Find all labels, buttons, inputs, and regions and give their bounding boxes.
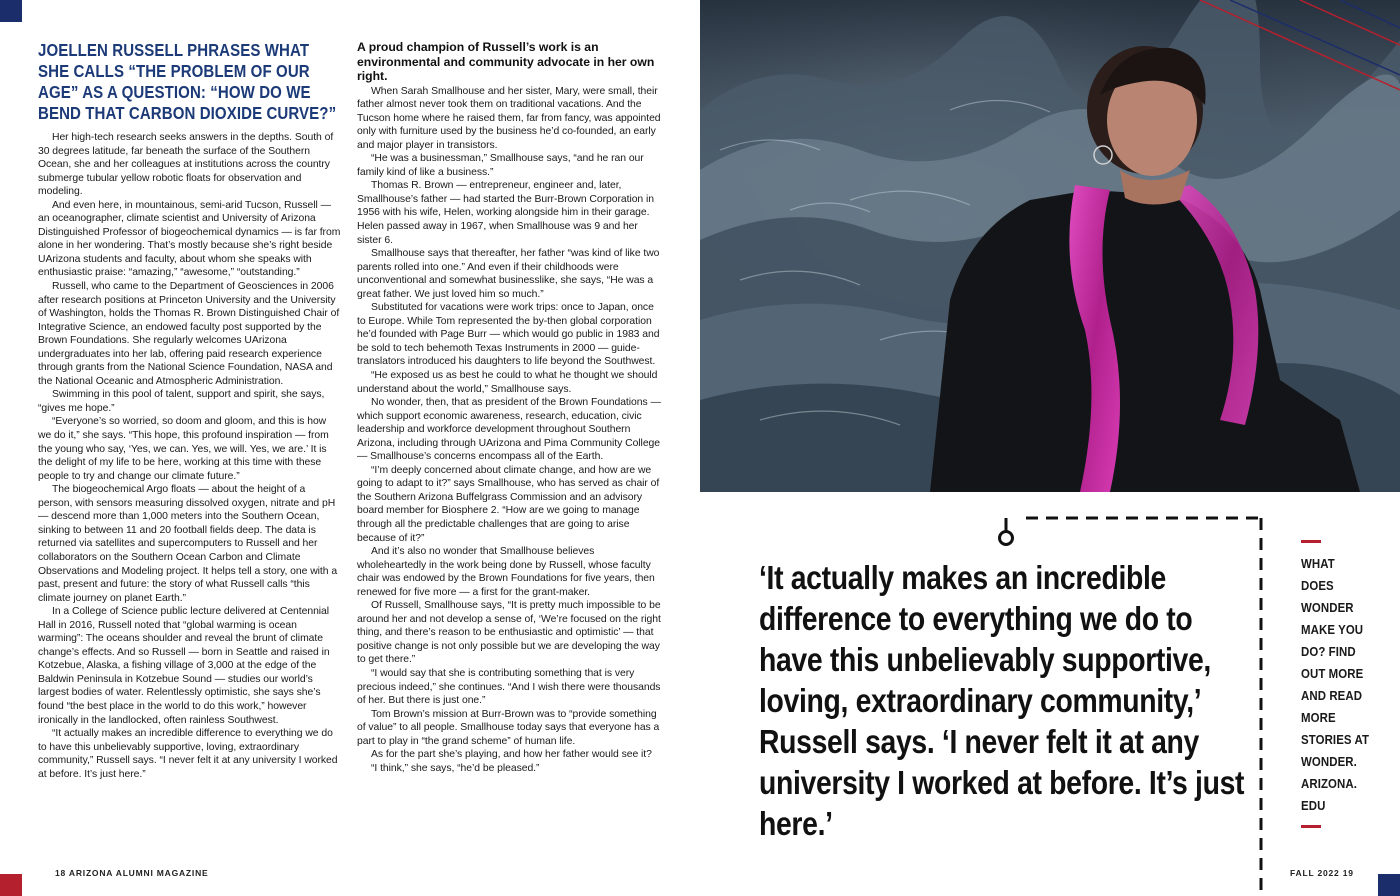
col2-paragraph: As for the part she’s playing, and how her father would see it? [371, 749, 652, 761]
sidebar-line: ARIZONA. [1301, 776, 1358, 791]
column-1-body [38, 131, 342, 781]
sidebar-line: DO? FIND [1301, 644, 1356, 659]
ocean-portrait-illustration [700, 0, 1400, 492]
sidebar-line: DOES [1301, 578, 1334, 593]
col2-paragraph: No wonder, then, that as president of the Brown Foundations — which support economic awareness, research, education, civic leadership and workforce development throughout Southern Arizona, including through UArizona and Pima Community College — Smallhouse’s concerns encompass all of the Earth. [357, 397, 661, 463]
col2-paragraph: “He exposed us as best he could to what he thought we should understand about the world,” Smallhouse says. [357, 369, 658, 395]
sidebar-line: AND READ [1301, 688, 1363, 703]
col2-paragraph: “I would say that she is contributing something that is very precious indeed,” she continues. “And I wish there were thousands of her. But there is just one.” [357, 668, 661, 707]
left-folio: 18 ARIZONA ALUMNI MAGAZINE [55, 868, 209, 878]
sidebar-line: WHAT [1301, 556, 1335, 571]
sidebar-line: EDU [1301, 798, 1326, 813]
col1-paragraph: Swimming in this pool of talent, support and spirit, she says, “gives me hope.” [38, 389, 325, 414]
section-lead: A proud champion of Russell’s work is an environmental and community advocate in her own right. [357, 40, 655, 83]
column-2-body [357, 85, 662, 776]
sidebar-bottom-bar [1301, 825, 1321, 828]
col2-paragraph: Tom Brown’s mission at Burr-Brown was to “provide something of value” to all people. Smallhouse today says that everyone has a part to play in “the grand scheme” of human life. [357, 708, 660, 747]
col1-paragraph: The biogeochemical Argo floats — about the height of a person, with sensors measuring dissolved oxygen, nitrate and pH — descend more than 1,000 meters into the Southern Ocean, sinking to between 11 and 20 football fields deep. The data is returned via satellites and supercomputers to Russell and her collaborators on the Southern Ocean Carbon and Climate Observations and Modeling project. It helps tell a story, one with a past, present and future: the story of what Russell calls “this climate journey on planet Earth.” [38, 484, 338, 604]
col2-paragraph: And it’s also no wonder that Smallhouse believes wholeheartedly in the work being done by Russell, whose faculty chair was endowed by the Brown Foundations for five years, then renewed for five more — a first for the grant-maker. [357, 546, 655, 598]
portrait-photo [700, 0, 1400, 492]
sidebar-callout [1301, 553, 1380, 817]
col2-paragraph: “He was a businessman,” Smallhouse says, “and he ran our family kind of like a business.” [357, 153, 644, 178]
col2-paragraph: Thomas R. Brown — entrepreneur, engineer and, later, Smallhouse’s father — had started the Burr-Brown Corporation in 1956 with his wife, Helen, working alongside him in their garage. Helen passed away in 1967, when Smallhouse was 9 and her sister 6. [357, 180, 654, 246]
right-folio: FALL 2022 19 [1290, 868, 1354, 878]
col1-paragraph: Her high-tech research seeks answers in the depths. South of 30 degrees latitude, far beneath the surface of the Southern Ocean, she and her colleagues at institutions across the country submerge tubular yellow robotic floats for observation and modeling. [38, 132, 334, 198]
sidebar-top-bar [1301, 540, 1321, 543]
corner-mark-bottom-left [0, 874, 22, 896]
article-column-2 [357, 40, 662, 775]
col1-paragraph: Russell, who came to the Department of Geosciences in 2006 after research positions at Princeton University and the University of Washington, holds the Thomas R. Brown Distinguished Chair of Integrative Science, an endowed faculty post supported by the Brown Foundations. She regularly welcomes UArizona undergraduates into her lab, offering paid research experience through grants from the National Science Foundation, NASA and the National Oceanic and Atmospheric Administration. [38, 281, 340, 387]
article-headline: JOELLEN RUSSELL PHRASES WHAT SHE CALLS “THE PROBLEM OF OUR AGE” AS A QUESTION: “HOW DO WE BEND THAT CARBON DIOXIDE CURVE?” [38, 40, 337, 123]
col2-paragraph: Of Russell, Smallhouse says, “It is pretty much impossible to be around her and not develop a sense of, ‘We’re focused on the right thing, and there’s reason to be enthusiastic and optimistic’ — that positive change is not only possible but we are developing the way to get there.” [357, 600, 661, 666]
col2-paragraph: Substituted for vacations were work trips: once to Japan, once to Europe. While Tom represented the by-then global corporation he’d founded with Page Burr — which would go public in 1983 and be sold to tech behemoth Texas Instruments in 2000 — guide-translators introduced his daughters to life beyond the Southwest. [357, 302, 660, 368]
corner-mark-bottom-right [1378, 874, 1400, 896]
col2-paragraph: When Sarah Smallhouse and her sister, Mary, were small, their father almost never took them on traditional vacations. And the Tucson home where he raised them, far from fancy, was appointed only with furniture used by the business he’d co-founded, an early and major player in transistors. [357, 85, 661, 151]
article-column-1 [38, 40, 342, 781]
col1-paragraph: “It actually makes an incredible difference to everything we do to have this unbelievably supportive, loving, extraordinary community,” Russell says. “I never felt it at any university I worked at before. It’s just here.” [38, 728, 338, 780]
col2-paragraph: “I’m deeply concerned about climate change, and how are we going to adapt to it?” says Smallhouse, who has served as chair of the Southern Arizona Buffelgrass Commission and an advisory board member for Biosphere 2. “How are we going to manage through all the predictable challenges that are going to arise because of it?” [357, 464, 660, 544]
sidebar-line: OUT MORE [1301, 666, 1364, 681]
col1-paragraph: And even here, in mountainous, semi-arid Tucson, Russell — an oceanographer, climate scientist and University of Arizona Distinguished Professor of biogeochemical dynamics — is far from alone in her wondering. That’s mostly because she’s right beside UArizona students and faculty, about whom she speaks with enthusiastic praise: “amazing,” “awesome,” “outstanding.” [38, 199, 341, 279]
sidebar-line: WONDER. [1301, 754, 1357, 769]
col2-paragraph: Smallhouse says that thereafter, her father “was kind of like two parents rolled into one.” And even if their childhoods were unconventional and somewhat businesslike, she says, “He was a great father. We just loved him so much.” [357, 248, 660, 300]
sidebar-line: MAKE YOU [1301, 622, 1364, 637]
col1-paragraph: “Everyone’s so worried, so doom and gloom, and this is how we do it,” she says. “This hope, this profound inspiration — from the young who say, ‘Yes, we can. Yes, we will. Yes, we are.’ It is the delight of my life to be here, working at this time with these people to try and change our climate future.” [38, 416, 329, 482]
corner-mark-top-left [0, 0, 22, 22]
pull-quote: ‘It actually makes an incredible difference to everything we do to have this unbelievably supportive, loving, extraordinary community,’ Russell says. ‘I never felt it at any university I worked at before. It’s just here.’ [759, 559, 1245, 842]
col1-paragraph: In a College of Science public lecture delivered at Centennial Hall in 2016, Russell noted that “global warming is ocean warming”: The oceans shoulder and reveal the brunt of climate change’s effects. And so Russell — born in Seattle and raised in Kotzebue, Alaska, a fishing village of 3,000 at the edge of the Baldwin Peninsula in Kotzebue Sound — studies our world’s largest bodies of water. Relentlessly optimistic, she says she’s found “the best place in the world to do this work,” however ironically in the landlocked, often rainless Southwest. [38, 606, 330, 726]
sidebar-line: MORE [1301, 710, 1336, 725]
sidebar-line: STORIES AT [1301, 732, 1370, 747]
sidebar-line: WONDER [1301, 600, 1354, 615]
col2-paragraph: “I think,” she says, “he’d be pleased.” [371, 762, 540, 774]
